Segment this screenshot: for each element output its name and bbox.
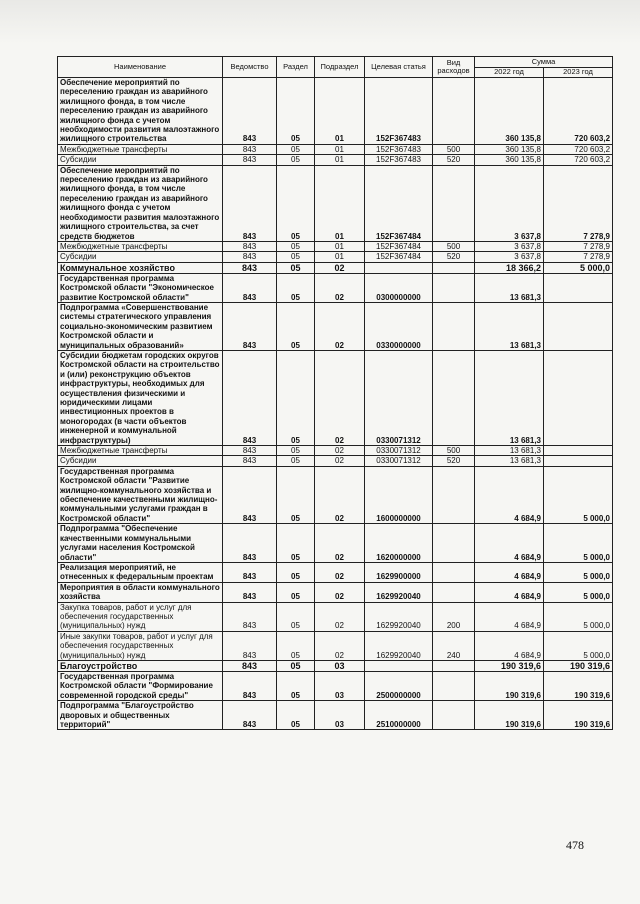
cell-target: 0330071312	[365, 446, 433, 456]
cell-2023	[544, 350, 613, 445]
cell-section: 05	[277, 155, 315, 165]
cell-2022: 3 637,8	[475, 241, 544, 251]
cell-name: Субсидии	[58, 155, 223, 165]
cell-name: Субсидии	[58, 456, 223, 466]
cell-name: Подпрограмма «Совершенствование системы стратегического управления социально-экономическим развитием Костромской области и муниципальных образований»	[58, 302, 223, 350]
cell-target: 0300000000	[365, 273, 433, 302]
header-subsection: Подраздел	[315, 57, 365, 78]
cell-exp-type: 520	[433, 456, 475, 466]
cell-dept: 843	[223, 602, 277, 631]
cell-subsection: 02	[315, 631, 365, 660]
cell-2023: 720 603,2	[544, 155, 613, 165]
table-row	[58, 582, 613, 602]
cell-target: 2500000000	[365, 671, 433, 700]
cell-2023: 5 000,0	[544, 466, 613, 523]
cell-2023	[544, 302, 613, 350]
table-row	[58, 701, 613, 730]
cell-exp-type: 520	[433, 252, 475, 262]
cell-target: 0330000000	[365, 302, 433, 350]
cell-2022: 3 637,8	[475, 252, 544, 262]
cell-dept: 843	[223, 446, 277, 456]
cell-name: Закупка товаров, работ и услуг для обеспечения государственных (муниципальных) нужд	[58, 602, 223, 631]
cell-2022: 13 681,3	[475, 456, 544, 466]
table-row	[58, 144, 613, 154]
cell-subsection: 02	[315, 466, 365, 523]
cell-2022: 360 135,8	[475, 78, 544, 145]
cell-subsection: 01	[315, 252, 365, 262]
table-row	[58, 631, 613, 660]
cell-2023: 190 319,6	[544, 701, 613, 730]
cell-2023: 5 000,0	[544, 602, 613, 631]
cell-dept: 843	[223, 466, 277, 523]
cell-target: 1629920040	[365, 602, 433, 631]
cell-section: 05	[277, 302, 315, 350]
cell-2022: 360 135,8	[475, 144, 544, 154]
cell-target: 152F367484	[365, 241, 433, 251]
cell-section: 05	[277, 524, 315, 563]
cell-2022: 13 681,3	[475, 446, 544, 456]
table-row	[58, 252, 613, 262]
cell-dept: 843	[223, 78, 277, 145]
header-section: Раздел	[277, 57, 315, 78]
cell-name: Межбюджетные трансферты	[58, 241, 223, 251]
cell-exp-type	[433, 562, 475, 582]
cell-2022: 13 681,3	[475, 350, 544, 445]
cell-subsection: 02	[315, 602, 365, 631]
table-row	[58, 446, 613, 456]
cell-subsection: 02	[315, 350, 365, 445]
cell-subsection: 02	[315, 524, 365, 563]
cell-name: Подпрограмма "Обеспечение качественными коммунальными услугами населения Костромской области"	[58, 524, 223, 563]
cell-2022: 13 681,3	[475, 273, 544, 302]
cell-name: Реализация мероприятий, не отнесенных к федеральным проектам	[58, 562, 223, 582]
table-body	[58, 78, 613, 730]
cell-name: Мероприятия в области коммунального хозяйства	[58, 582, 223, 602]
cell-target: 1629900000	[365, 562, 433, 582]
cell-2022: 3 637,8	[475, 165, 544, 241]
cell-target: 1629920040	[365, 582, 433, 602]
cell-2023	[544, 273, 613, 302]
cell-2022: 4 684,9	[475, 582, 544, 602]
cell-exp-type	[433, 165, 475, 241]
header-sum: Сумма	[475, 57, 613, 68]
cell-2022: 13 681,3	[475, 302, 544, 350]
header-year-2022: 2022 год	[475, 68, 544, 78]
cell-name: Иные закупки товаров, работ и услуг для обеспечения государственных (муниципальных) нужд	[58, 631, 223, 660]
table-row	[58, 302, 613, 350]
cell-subsection: 01	[315, 144, 365, 154]
cell-exp-type	[433, 466, 475, 523]
cell-subsection: 02	[315, 582, 365, 602]
cell-exp-type: 500	[433, 144, 475, 154]
cell-subsection: 01	[315, 241, 365, 251]
cell-name: Межбюджетные трансферты	[58, 144, 223, 154]
cell-section: 05	[277, 602, 315, 631]
table-row	[58, 273, 613, 302]
cell-section: 05	[277, 446, 315, 456]
cell-dept: 843	[223, 155, 277, 165]
cell-target: 1620000000	[365, 524, 433, 563]
cell-target	[365, 262, 433, 273]
cell-target: 152F367483	[365, 144, 433, 154]
cell-2022: 4 684,9	[475, 466, 544, 523]
header-dept: Ведомство	[223, 57, 277, 78]
cell-exp-type: 500	[433, 241, 475, 251]
cell-2023: 190 319,6	[544, 660, 613, 671]
cell-exp-type	[433, 78, 475, 145]
cell-dept: 843	[223, 241, 277, 251]
table-row	[58, 456, 613, 466]
cell-dept: 843	[223, 252, 277, 262]
cell-2023: 5 000,0	[544, 262, 613, 273]
cell-2022: 4 684,9	[475, 524, 544, 563]
cell-section: 05	[277, 582, 315, 602]
cell-name: Обеспечение мероприятий по переселению граждан из аварийного жилищного фонда, в том числе переселению граждан из аварийного жилищного фонда с учетом необходимости развития малоэтажного жилищного строительства, за счет средств бюджетов	[58, 165, 223, 241]
cell-section: 05	[277, 273, 315, 302]
cell-exp-type	[433, 524, 475, 563]
cell-subsection: 03	[315, 671, 365, 700]
table-row	[58, 241, 613, 251]
table-row	[58, 602, 613, 631]
cell-exp-type	[433, 262, 475, 273]
cell-2023: 190 319,6	[544, 671, 613, 700]
cell-name: Подпрограмма "Благоустройство дворовых и общественных территорий"	[58, 701, 223, 730]
cell-target: 1600000000	[365, 466, 433, 523]
cell-dept: 843	[223, 456, 277, 466]
cell-exp-type: 200	[433, 602, 475, 631]
cell-name: Субсидии бюджетам городских округов Костромской области на строительство и (или) реконструкцию объектов инфраструктуры, необходимых для осуществления физическими и юридическими лицами инвестиционных проектов в моногородах (в части объектов инженерной и коммунальной инфраструктуры)	[58, 350, 223, 445]
cell-2023	[544, 456, 613, 466]
cell-name: Субсидии	[58, 252, 223, 262]
cell-subsection: 01	[315, 78, 365, 145]
cell-2022: 4 684,9	[475, 631, 544, 660]
cell-target: 152F367484	[365, 165, 433, 241]
cell-exp-type	[433, 660, 475, 671]
cell-2022: 4 684,9	[475, 562, 544, 582]
table-row	[58, 78, 613, 145]
cell-target: 2510000000	[365, 701, 433, 730]
cell-2023: 720 603,2	[544, 78, 613, 145]
cell-section: 05	[277, 241, 315, 251]
cell-exp-type	[433, 582, 475, 602]
cell-target: 0330071312	[365, 456, 433, 466]
cell-dept: 843	[223, 273, 277, 302]
cell-subsection: 02	[315, 302, 365, 350]
cell-2022: 18 366,2	[475, 262, 544, 273]
table-row	[58, 350, 613, 445]
cell-2022: 190 319,6	[475, 701, 544, 730]
cell-section: 05	[277, 350, 315, 445]
cell-exp-type	[433, 302, 475, 350]
cell-dept: 843	[223, 671, 277, 700]
cell-subsection: 02	[315, 273, 365, 302]
cell-section: 05	[277, 466, 315, 523]
cell-2023: 5 000,0	[544, 562, 613, 582]
cell-target: 152F367483	[365, 155, 433, 165]
cell-section: 05	[277, 701, 315, 730]
table-row	[58, 466, 613, 523]
cell-dept: 843	[223, 524, 277, 563]
header-exp-type: Вид расходов	[433, 57, 475, 78]
cell-subsection: 02	[315, 562, 365, 582]
cell-dept: 843	[223, 660, 277, 671]
cell-dept: 843	[223, 701, 277, 730]
cell-name: Благоустройство	[58, 660, 223, 671]
cell-section: 05	[277, 78, 315, 145]
cell-dept: 843	[223, 631, 277, 660]
header-name: Наименование	[58, 57, 223, 78]
cell-name: Государственная программа Костромской области "Формирование современной городской среды"	[58, 671, 223, 700]
table-row	[58, 562, 613, 582]
cell-dept: 843	[223, 582, 277, 602]
cell-2023: 5 000,0	[544, 631, 613, 660]
cell-subsection: 01	[315, 165, 365, 241]
cell-2023	[544, 446, 613, 456]
cell-2022: 4 684,9	[475, 602, 544, 631]
cell-name: Обеспечение мероприятий по переселению граждан из аварийного жилищного фонда, в том числе переселению граждан из аварийного жилищного фонда с учетом необходимости развития малоэтажного жилищного строительства	[58, 78, 223, 145]
cell-section: 05	[277, 562, 315, 582]
cell-target: 1629920040	[365, 631, 433, 660]
cell-exp-type	[433, 350, 475, 445]
cell-subsection: 02	[315, 446, 365, 456]
table-row	[58, 155, 613, 165]
cell-2023: 5 000,0	[544, 524, 613, 563]
table-row	[58, 262, 613, 273]
cell-dept: 843	[223, 144, 277, 154]
cell-section: 05	[277, 456, 315, 466]
cell-section: 05	[277, 144, 315, 154]
cell-2023: 720 603,2	[544, 144, 613, 154]
cell-name: Государственная программа Костромской области "Развитие жилищно-коммунального хозяйства и обеспечение качественными жилищно-коммунальными услугами граждан в Костромской области"	[58, 466, 223, 523]
page-number: 478	[566, 838, 584, 852]
cell-2023: 5 000,0	[544, 582, 613, 602]
cell-target	[365, 660, 433, 671]
cell-exp-type	[433, 701, 475, 730]
cell-target: 152F367484	[365, 252, 433, 262]
cell-subsection: 01	[315, 155, 365, 165]
cell-target: 0330071312	[365, 350, 433, 445]
scan-shadow	[0, 0, 640, 44]
cell-section: 05	[277, 252, 315, 262]
cell-name: Государственная программа Костромской области "Экономическое развитие Костромской области"	[58, 273, 223, 302]
cell-target: 152F367483	[365, 78, 433, 145]
cell-subsection: 03	[315, 701, 365, 730]
cell-dept: 843	[223, 165, 277, 241]
cell-dept: 843	[223, 302, 277, 350]
cell-2022: 360 135,8	[475, 155, 544, 165]
cell-section: 05	[277, 671, 315, 700]
table-row	[58, 165, 613, 241]
cell-exp-type	[433, 273, 475, 302]
cell-dept: 843	[223, 262, 277, 273]
cell-name: Коммунальное хозяйство	[58, 262, 223, 273]
cell-section: 05	[277, 165, 315, 241]
header-year-2023: 2023 год	[544, 68, 613, 78]
cell-2023: 7 278,9	[544, 165, 613, 241]
table-row	[58, 671, 613, 700]
cell-exp-type	[433, 671, 475, 700]
cell-2023: 7 278,9	[544, 241, 613, 251]
cell-subsection: 03	[315, 660, 365, 671]
cell-exp-type: 500	[433, 446, 475, 456]
header-target: Целевая статья	[365, 57, 433, 78]
cell-2022: 190 319,6	[475, 660, 544, 671]
cell-section: 05	[277, 262, 315, 273]
cell-2023: 7 278,9	[544, 252, 613, 262]
cell-section: 05	[277, 660, 315, 671]
cell-exp-type: 520	[433, 155, 475, 165]
budget-table	[57, 56, 613, 730]
cell-subsection: 02	[315, 262, 365, 273]
cell-dept: 843	[223, 562, 277, 582]
table-row	[58, 524, 613, 563]
cell-2022: 190 319,6	[475, 671, 544, 700]
cell-subsection: 02	[315, 456, 365, 466]
cell-section: 05	[277, 631, 315, 660]
cell-name: Межбюджетные трансферты	[58, 446, 223, 456]
cell-dept: 843	[223, 350, 277, 445]
cell-exp-type: 240	[433, 631, 475, 660]
table-row	[58, 660, 613, 671]
